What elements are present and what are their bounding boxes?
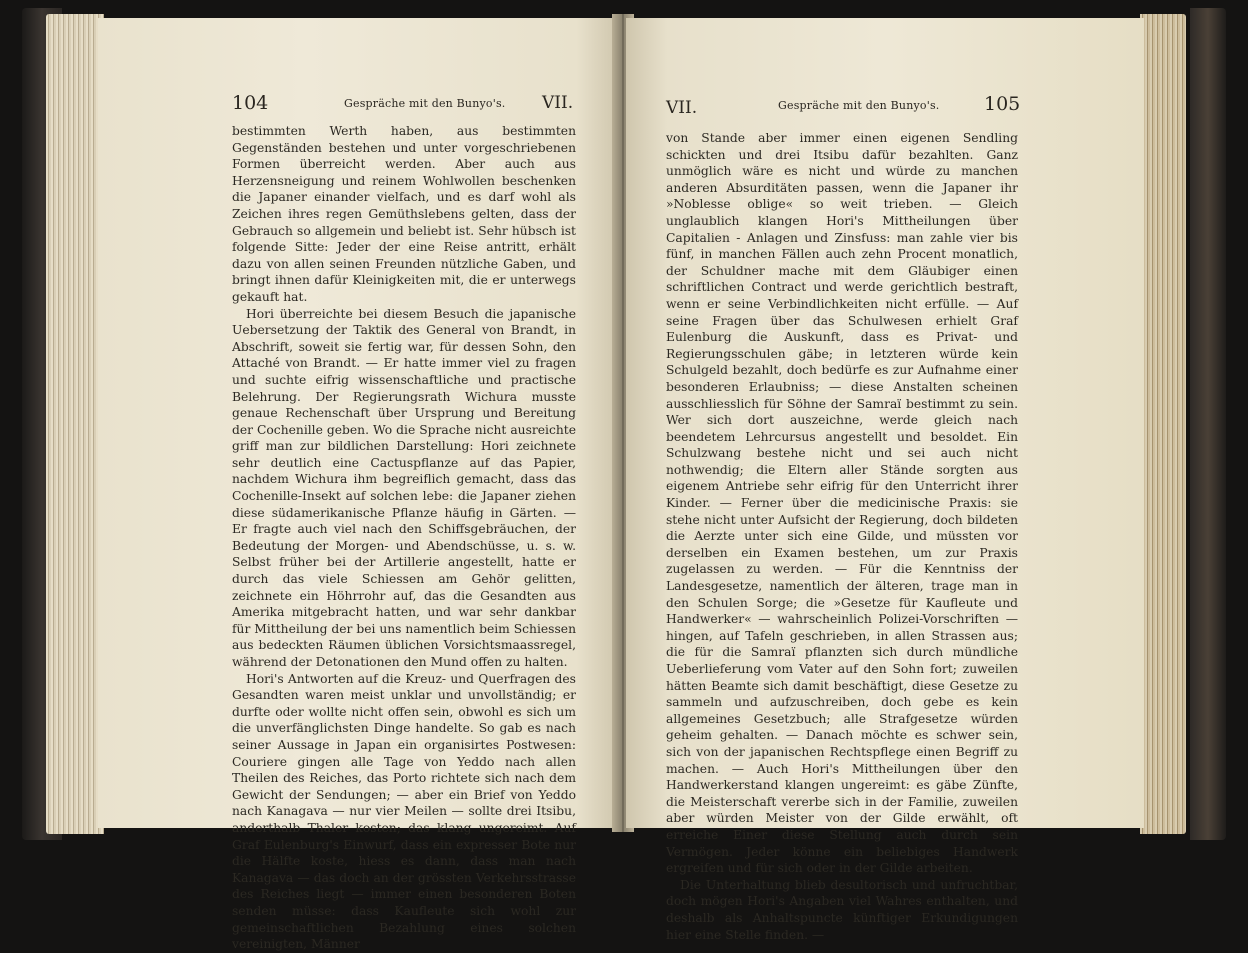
right-page-body xyxy=(666,130,1018,943)
page-number: 105 xyxy=(984,93,1021,115)
running-title: Gespräche mit den Bunyo's. xyxy=(778,99,940,112)
paragraph: Hori's Antworten auf die Kreuz- und Querfragen des Gesandten waren meist unklar und unvollständig; er durfte oder wollte nicht offen sein, obwohl es sich um die unverfänglichsten Dinge handelte. So gab es nach seiner Aussage in Japan ein organisirtes Postwesen: Couriere gingen alle Tage von Yeddo nach allen Theilen des Reiches, das Porto richtete sich nach dem Gewicht der Sendungen; — aber ein Brief von Yeddo nach Kanagava — nur vier Meilen — sollte drei Itsibu, anderthalb Thaler kosten; das klang ungereimt. Auf Graf Eulenburg's Einwurf, dass ein expresser Bote nur die Hälfte koste, hiess es dann, dass man nach Kanagava — das doch an der grössten Verkehrsstrasse des Reiches liegt — immer einen besonderen Boten senden müsse: dass Kaufleute sich wohl zur gemeinschaftlichen Bezahlung eines solchen vereinigten, Männer xyxy=(232,671,576,952)
paragraph: Hori überreichte bei diesem Besuch die japanische Uebersetzung der Taktik des General von Brandt, in Abschrift, soweit sie fertig war, für dessen Sohn, den Attaché von Brandt. — Er hatte immer viel zu fragen und suchte eifrig wissenschaftliche und practische Belehrung. Der Regierungsrath Wichura musste genaue Rechenschaft über Ursprung und Bereitung der Cochenille geben. Wo die Sprache nicht ausreichte griff man zur bildlichen Darstellung: Hori zeichnete sehr deutlich eine Cactuspflanze auf das Papier, nachdem Wichura ihm begreiflich gemacht, dass das Cochenille-Insekt auf solchen lebe: die Japaner ziehen diese südamerikanische Pflanze häufig in Gärten. — Er fragte auch viel nach den Schiffsgebräuchen, der Bedeutung der Morgen- und Abendschüsse, u. s. w. Selbst früher bei der Artillerie angestellt, hatte er durch das viele Schiessen am Gehör gelitten, zeichnete ein Höhrrohr auf, das die Gesandten aus Amerika mitgebracht hatten, und war sehr dankbar für Mittheilung der bei uns namentlich beim Schiessen aus bedeckten Räumen üblichen Vorsichtsmaassregel, während der Detonationen den Mund offen zu halten. xyxy=(232,306,576,669)
paragraph: von Stande aber immer einen eigenen Sendling schickten und drei Itsibu dafür bezahlten. Ganz unmöglich wäre es nicht und würde zu manchen anderen Absurditäten passen, wenn die Japaner ihr »Noblesse oblige« so weit trieben. — Gleich unglaublich klangen Hori's Mittheilungen über Capitalien - Anlagen und Zinsfuss: man zahle vier bis fünf, in manchen Fällen auch zehn Procent monatlich, der Schuldner mache mit dem Gläubiger einen schriftlichen Contract und werde gerichtlich bestraft, wenn er seine Verbindlichkeiten nicht erfülle. — Auf seine Fragen über das Schulwesen erhielt Graf Eulenburg die Auskunft, dass es Privat- und Regierungsschulen gäbe; in letzteren würde kein Schulgeld bezahlt, doch bedürfe es zur Aufnahme einer besonderen Erlaubniss; — diese Anstalten scheinen ausschliesslich für Söhne der Samraï bestimmt zu sein. Wer sich dort auszeichne, werde gleich nach beendetem Lehrcursus angestellt und besoldet. Ein Schulzwang bestehe nicht und sei auch nicht nothwendig; die Eltern aller Stände sorgten aus eigenem Antriebe sehr eifrig für den Unterricht ihrer Kinder. — Ferner über die medicinische Praxis: sie stehe nicht unter Aufsicht der Regierung, doch bildeten die Aerzte unter sich eine Gilde, und müssten vor derselben ein Examen bestehen, um zur Praxis zugelassen zu werden. — Für die Kenntniss der Landesgesetze, namentlich der älteren, trage man in den Schulen Sorge; die »Gesetze für Kaufleute und Handwerker« — wahrscheinlich Polizei-Vorschriften — hingen, auf Tafeln geschrieben, in allen Strassen aus; die für die Samraï pflanzten sich durch mündliche Ueberlieferung vom Vater auf den Sohn fort; zuweilen hätten Beamte sich damit beschäftigt, diese Gesetze zu sammeln und aufzuschreiben, doch gebe es kein allgemeines Gesetzbuch; alle Strafgesetze würden geheim gehalten. — Danach möchte es schwer sein, sich von der japanischen Rechtspflege einen Begriff zu machen. — Auch Hori's Mittheilungen über den Handwerkerstand klangen ungereimt: es gäbe Zünfte, die Meisterschaft vererbe sich in der Familie, zuweilen aber würden Meister von der Gilde erwählt, oft erreiche Einer diese Stellung auch durch sein Vermögen. Jeder könne ein beliebiges Handwerk ergreifen und für sich oder in der Gilde arbeiten. xyxy=(666,131,1018,876)
section-number: VII. xyxy=(542,93,574,113)
page-edges-right xyxy=(1140,14,1186,834)
paragraph: Die Unterhaltung blieb desultorisch und unfruchtbar, doch mögen Hori's Angaben viel Wahres enthalten, und deshalb als Anhaltspuncte künftiger Erkundigungen hier eine Stelle finden. — xyxy=(666,877,1018,942)
book-cover-right xyxy=(1190,8,1226,840)
section-number: VII. xyxy=(666,98,698,118)
page-number: 104 xyxy=(232,92,269,114)
running-title: Gespräche mit den Bunyo's. xyxy=(344,97,506,110)
paragraph: bestimmten Werth haben, aus bestimmten Gegenständen bestehen und unter vorgeschriebenen Formen überreicht werden. Aber auch aus Herzensneigung und reinem Wohlwollen beschenken die Japaner einander vielfach, und es darf wohl als Zeichen ihres regen Gemüthslebens gelten, dass der Gebrauch so allgemein und beliebt ist. Sehr hübsch ist folgende Sitte: Jeder der eine Reise antritt, erhält dazu von allen seinen Freunden nützliche Gaben, und bringt ihnen dafür Kleinigkeiten mit, die er unterwegs gekauft hat. xyxy=(232,124,576,304)
page-edges-left xyxy=(46,14,104,834)
left-page-body xyxy=(232,123,576,953)
